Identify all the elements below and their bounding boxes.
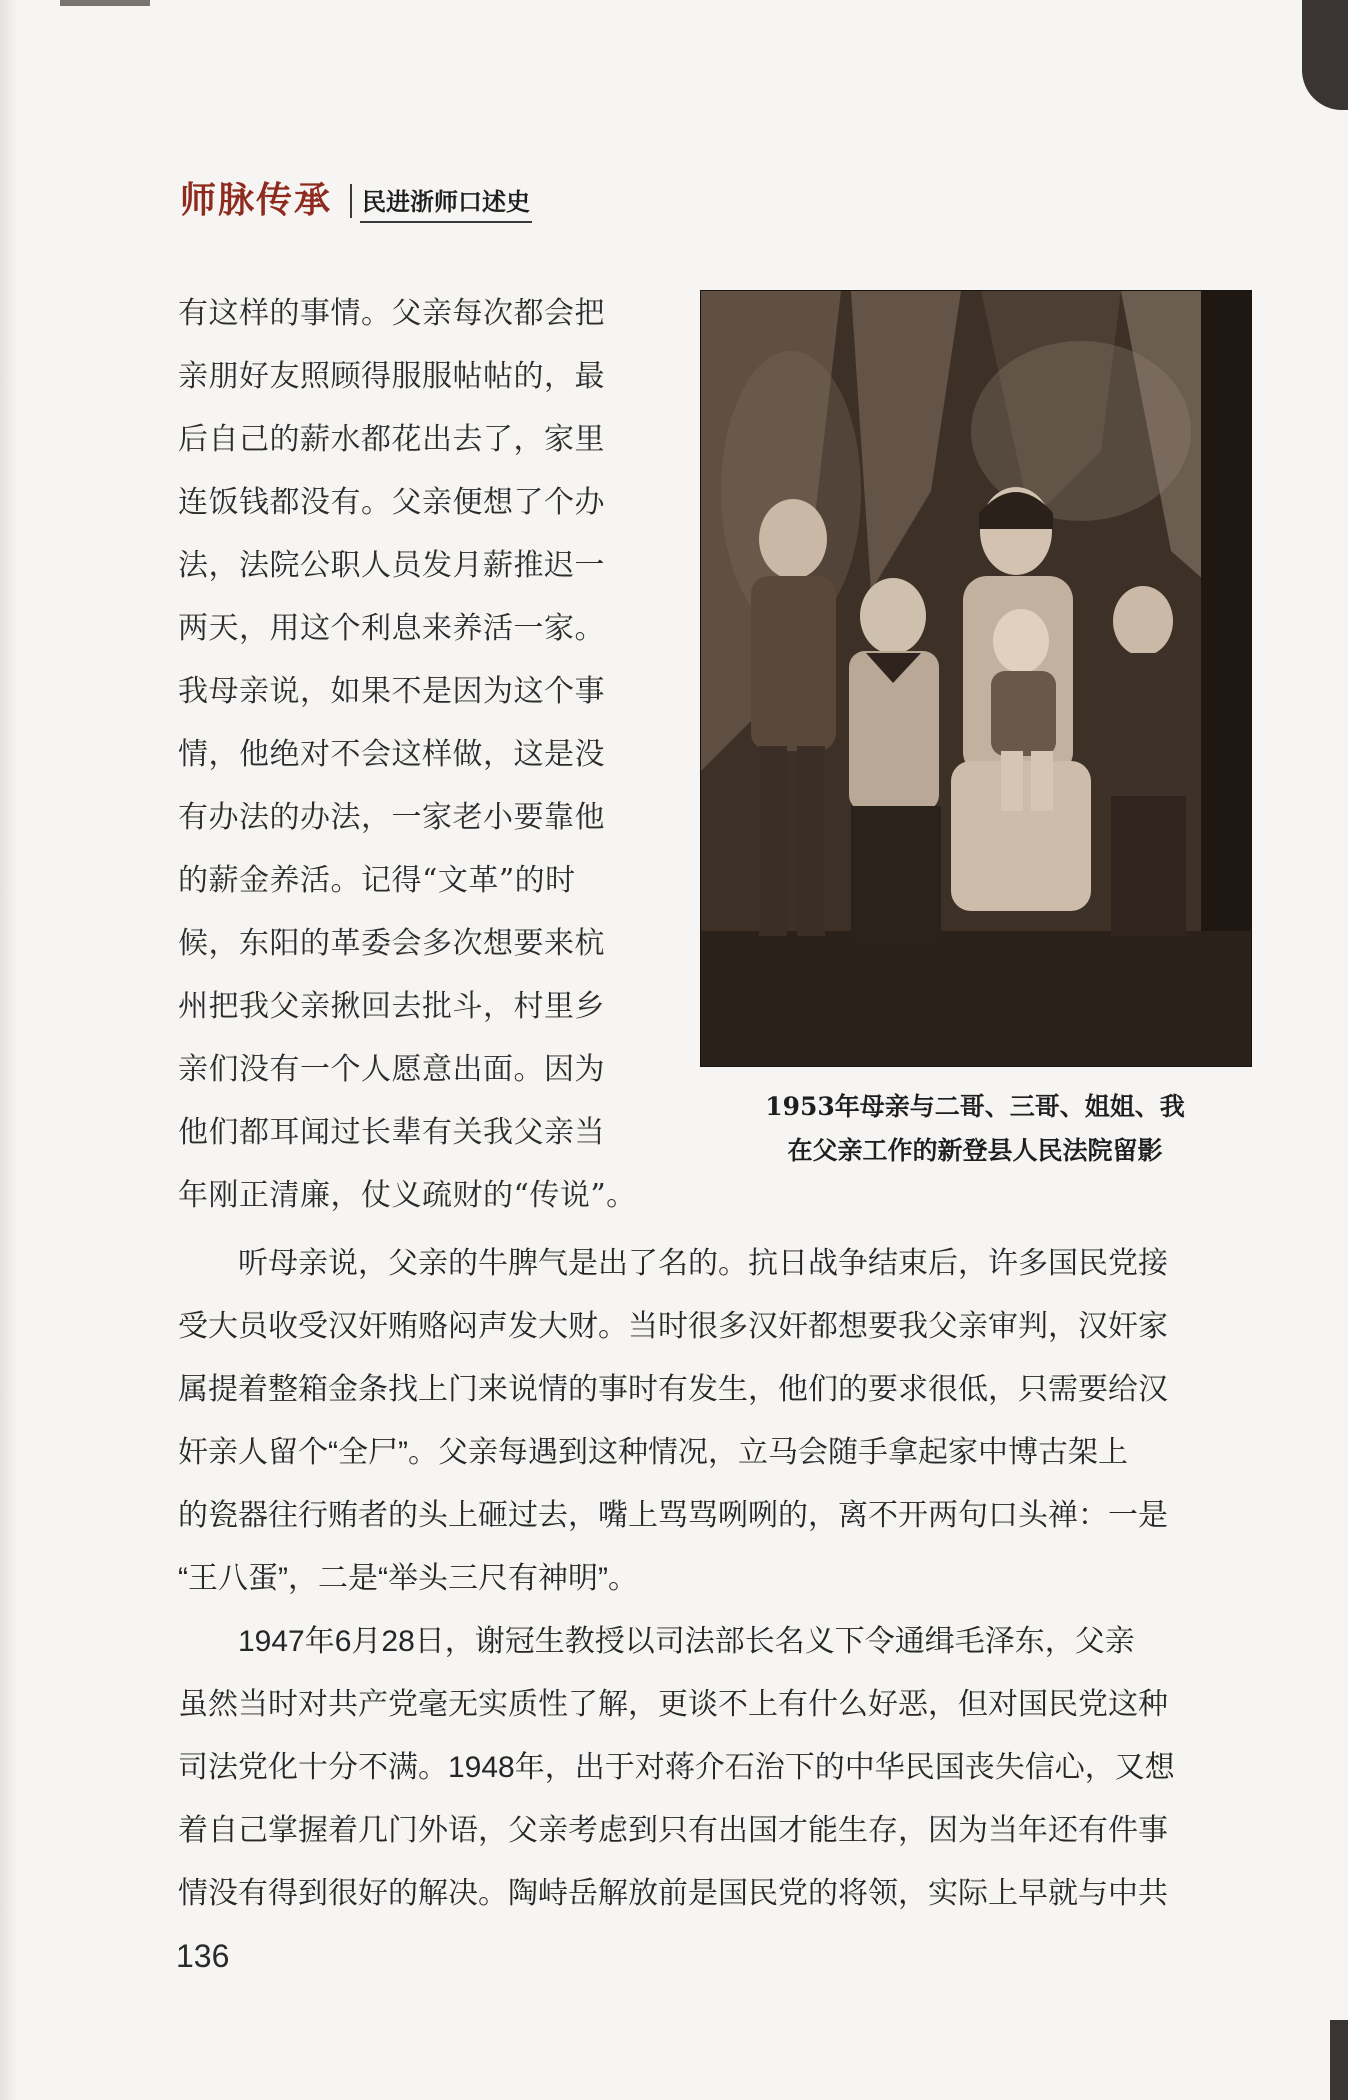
text-line: “王八蛋”，二是“举头三尺有神明”。 [178, 1562, 638, 1595]
text-line: 州把我父亲揪回去批斗，村里乡 [178, 989, 605, 1024]
text-line: 的瓷器往行贿者的头上砸过去，嘴上骂骂咧咧的，离不开两句口头禅：一是 [178, 1499, 1168, 1532]
text-line: 后自己的薪水都花出去了，家里 [178, 422, 605, 457]
text-line: 虽然当时对共产党毫无实质性了解，更谈不上有什么好恶，但对国民党这种 [178, 1688, 1168, 1721]
book-title: 师脉传承 [180, 179, 333, 221]
text-line: 连饭钱都没有。父亲便想了个办 [178, 485, 605, 520]
text-line: 他们都耳闻过长辈有关我父亲当 [178, 1115, 605, 1150]
text-line: 情没有得到很好的解决。陶峙岳解放前是国民党的将领，实际上早就与中共 [178, 1877, 1168, 1910]
page-edge-shadow [0, 0, 18, 2100]
page-corner-bottom-right [1330, 2020, 1348, 2100]
text-line: 亲们没有一个人愿意出面。因为 [178, 1052, 605, 1087]
text-line: 情，他绝对不会这样做，这是没 [178, 737, 605, 772]
text-line: 属提着整箱金条找上门来说情的事时有发生，他们的要求很低，只需要给汉 [178, 1373, 1168, 1406]
text-line: 亲朋好友照顾得服服帖帖的，最 [178, 359, 605, 394]
page-corner-top-right [1302, 0, 1348, 110]
text-line: 候，东阳的革委会多次想要来杭 [178, 926, 605, 961]
page-number: 136 [176, 1938, 230, 1974]
text-line: 法，法院公职人员发月薪推迟一 [178, 548, 605, 583]
text-line: 听母亲说，父亲的牛脾气是出了名的。抗日战争结束后，许多国民党接 [238, 1247, 1168, 1280]
text-line: 受大员收受汉奸贿赂闷声发大财。当时很多汉奸都想要我父亲审判，汉奸家 [178, 1310, 1168, 1343]
text-line: 1947年6月28日，谢冠生教授以司法部长名义下令通缉毛泽东，父亲 [238, 1625, 1135, 1658]
text-line: 着自己掌握着几门外语，父亲考虑到只有出国才能生存，因为当年还有件事 [178, 1814, 1168, 1847]
text-line: 的薪金养活。记得“文革”的时 [178, 863, 576, 898]
text-line: 有办法的办法，一家老小要靠他 [178, 800, 605, 835]
family-photo [700, 290, 1252, 1067]
full-width-text [178, 1232, 1253, 1925]
caption-line: 在父亲工作的新登县人民法院留影 [787, 1136, 1163, 1165]
text-line: 有这样的事情。父亲每次都会把 [178, 296, 605, 331]
page-corner-top-left [60, 0, 150, 6]
text-line: 两天，用这个利息来养活一家。 [178, 611, 605, 646]
text-line: 我母亲说，如果不是因为这个事 [178, 674, 605, 709]
caption-line: 1953年母亲与二哥、三哥、姐姐、我 [765, 1092, 1185, 1121]
text-line: 司法党化十分不满。1948年，出于对蒋介石治下的中华民国丧失信心，又想 [178, 1751, 1175, 1784]
wrapped-text-column [178, 282, 658, 1227]
photo-caption [700, 1085, 1250, 1173]
text-line: 奸亲人留个“全尸”。父亲每遇到这种情况，立马会随手拿起家中博古架上 [178, 1436, 1128, 1469]
running-header [180, 172, 532, 223]
book-subtitle: 民进浙师口述史 [360, 182, 532, 223]
text-line: 年刚正清廉，仗义疏财的“传说”。 [178, 1178, 637, 1213]
